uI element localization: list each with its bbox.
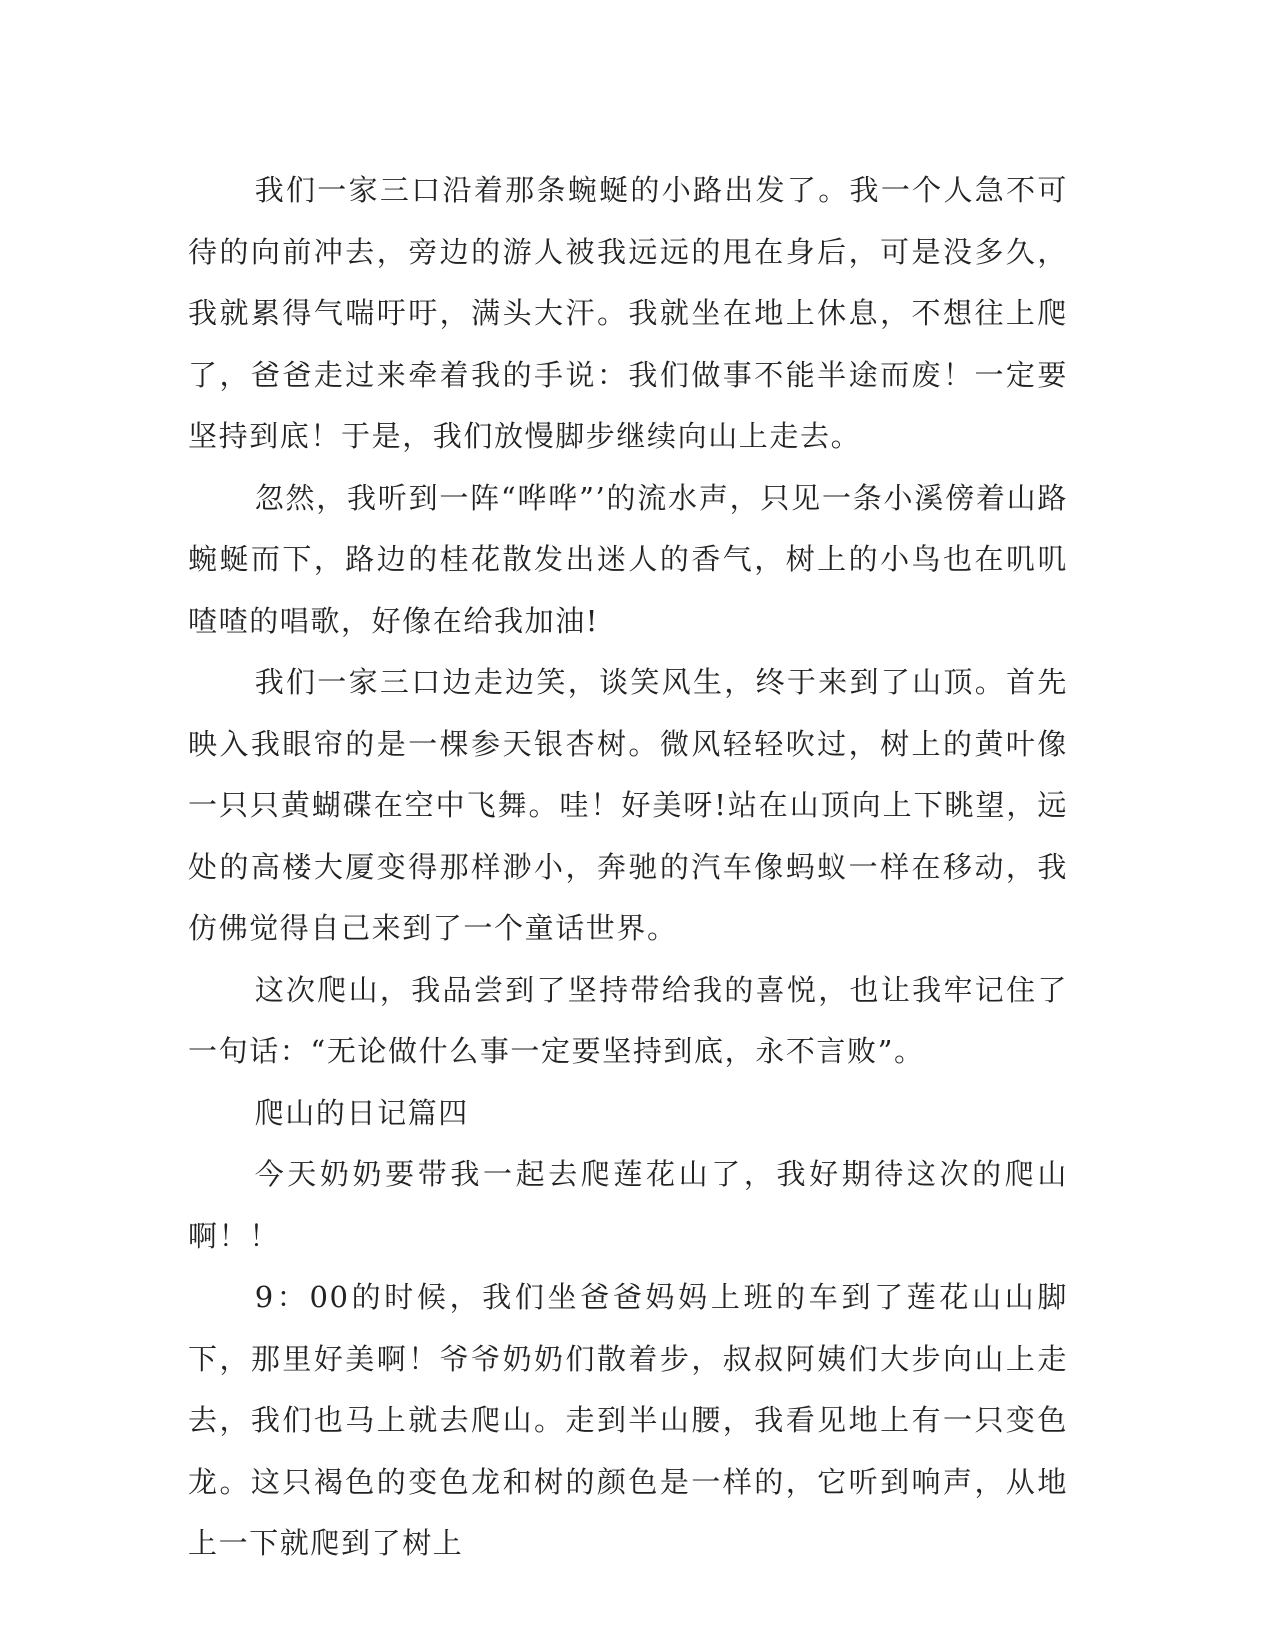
document-body [188, 160, 1068, 1575]
paragraph-5: 今天奶奶要带我一起去爬莲花山了，我好期待这次的爬山啊！！ [188, 1157, 1068, 1253]
paragraph-4: 这次爬山，我品尝到了坚持带给我的喜悦，也让我牢记住了一句话：“无论做什么事一定要坚持到底，永不言败”。 [188, 972, 1068, 1068]
paragraph-1: 我们一家三口沿着那条蜿蜒的小路出发了。我一个人急不可待的向前冲去，旁边的游人被我远远的甩在身后，可是没多久，我就累得气喘吁吁，满头大汗。我就坐在地上休息，不想往上爬了，爸爸走过来牵着我的手说：我们做事不能半途而废！一定要坚持到底！于是，我们放慢脚步继续向山上走去。 [188, 173, 1068, 453]
section-heading: 爬山的日记篇四 [254, 1095, 469, 1130]
paragraph-3: 我们一家三口边走边笑，谈笑风生，终于来到了山顶。首先映入我眼帘的是一棵参天银杏树。微风轻轻吹过，树上的黄叶像一只只黄蝴碟在空中飞舞。哇！好美呀!站在山顶向上下眺望，远处的高楼大厦变得那样渺小，奔驰的汽车像蚂蚁一样在移动，我仿佛觉得自己来到了一个童话世界。 [188, 665, 1068, 945]
paragraph-2: 忽然，我听到一阵“哗哗”’的流水声，只见一条小溪傍着山路蜿蜒而下，路边的桂花散发出迷人的香气，树上的小鸟也在叽叽喳喳的唱歌，好像在给我加油! [188, 480, 1068, 638]
paragraph-6: 9：00的时候，我们坐爸爸妈妈上班的车到了莲花山山脚下，那里好美啊！爷爷奶奶们散着步，叔叔阿姨们大步向山上走去，我们也马上就去爬山。走到半山腰，我看见地上有一只变色龙。这只褐色的变色龙和树的颜色是一样的，它听到响声，从地上一下就爬到了树上 [188, 1280, 1068, 1560]
